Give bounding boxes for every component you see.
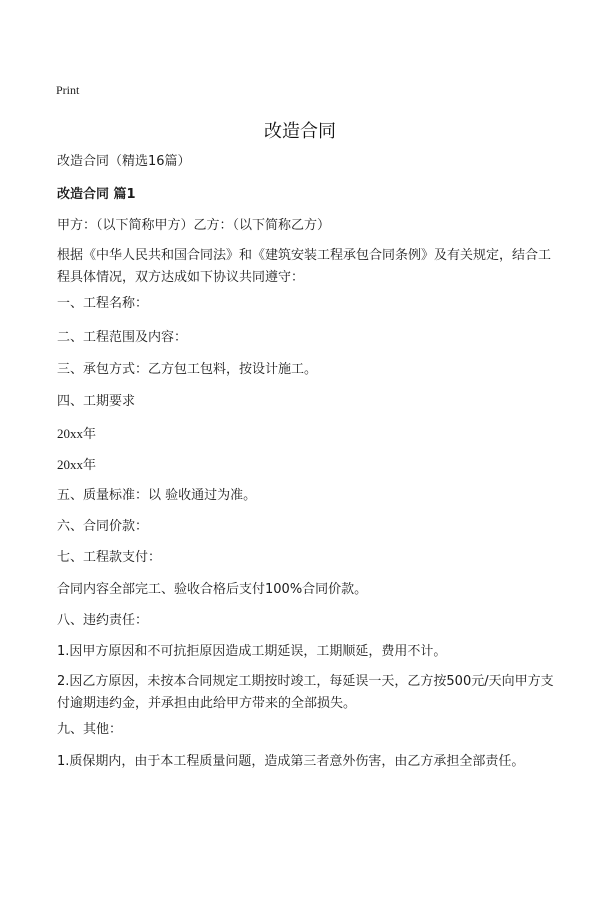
- schedule-end-date: 20xx年: [57, 457, 97, 472]
- print-link[interactable]: Print: [56, 83, 80, 97]
- document-subtitle: 改造合同（精选16篇）: [57, 154, 191, 169]
- schedule-start-date: 20xx年: [57, 426, 97, 441]
- clause-contract-method: 三、承包方式：乙方包工包料，按设计施工。: [57, 362, 318, 377]
- clause-project-name: 一、工程名称：: [57, 296, 149, 311]
- liability-item-1: 1.因甲方原因和不可抗拒原因造成工期延误，工期顺延，费用不计。: [57, 644, 447, 659]
- payment-terms-paragraph: 合同内容全部完工、验收合格后支付100%合同价款。: [57, 582, 368, 597]
- section-heading: 改造合同 篇1: [57, 187, 136, 202]
- clause-quality-standard: 五、质量标准：以 验收通过为准。: [57, 488, 257, 503]
- clause-other: 九、其他：: [57, 722, 123, 737]
- clause-payment: 七、工程款支付：: [57, 550, 162, 565]
- document-title: 改造合同: [264, 121, 336, 142]
- clause-liability: 八、违约责任：: [57, 613, 149, 628]
- preamble-paragraph: 根据《中华人民共和国合同法》和《建筑安装工程承包合同条例》及有关规定，结合工程具体情况，双方达成如下协议共同遵守：: [57, 248, 552, 285]
- parties-line: 甲方：（以下简称甲方）乙方：（以下简称乙方）: [57, 218, 331, 233]
- liability-item-2: 2.因乙方原因，未按本合同规定工期按时竣工，每延误一天，乙方按500元/天向甲方支付逾期违约金，并承担由此给甲方带来的全部损失。: [57, 674, 554, 711]
- other-item-1: 1.质保期内，由于本工程质量问题，造成第三者意外伤害，由乙方承担全部责任。: [57, 754, 525, 769]
- clause-contract-price: 六、合同价款：: [57, 519, 149, 534]
- clause-schedule: 四、工期要求: [57, 394, 136, 409]
- clause-project-scope: 二、工程范围及内容：: [57, 330, 188, 345]
